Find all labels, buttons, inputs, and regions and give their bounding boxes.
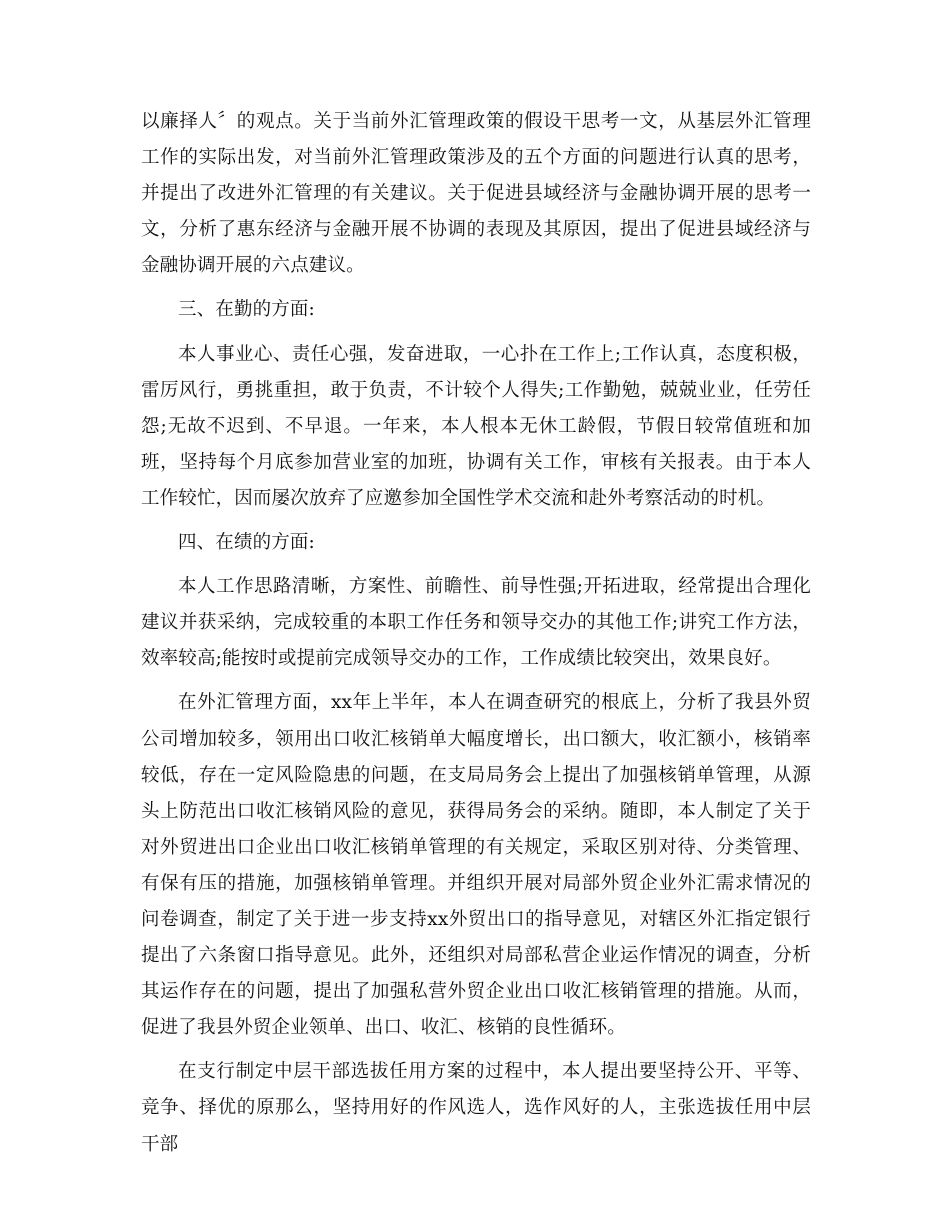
- paragraph-performance: 本人工作思路清晰，方案性、前瞻性、前导性强;开拓进取，经常提出合理化建议并获采纳，完成较重的本职工作任务和领导交办的其他工作;讲究工作方法，效率较高;能按时或提前完成领导交办的工作，工作成绩比较突出，效果良好。: [141, 576, 811, 670]
- paragraph-forex-management: 在外汇管理方面，xx年上半年，本人在调查研究的根底上，分析了我县外贸公司增加较多，领用出口收汇核销单大幅度增长，出口额大，收汇额小，核销率较低，存在一定风险隐患的问题，在支局局务会上提出了加强核销单管理，从源头上防范出口收汇核销风险的意见，获得局务会的采纳。随即，本人制定了关于对外贸进出口企业出口收汇核销单管理的有关规定，采取区别对待、分类管理、有保有压的措施，加强核销单管理。并组织开展对局部外贸企业外汇需求情况的问卷调查，制定了关于进一步支持xx外贸出口的指导意见，对辖区外汇指定银行提出了六条窗口指导意见。此外，还组织对局部私营企业运作情况的调查，分析其运作存在的问题，提出了加强私营外贸企业出口收汇核销管理的措施。从而，促进了我县外贸企业领单、出口、收汇、核销的良性循环。: [141, 692, 811, 1039]
- section-heading-performance: 四、在绩的方面:: [178, 532, 315, 554]
- paragraph-diligence: 本人事业心、责任心强，发奋进取，一心扑在工作上;工作认真，态度积极，雷厉风行，勇挑重担，敢于负责，不计较个人得失;工作勤勉，兢兢业业，任劳任怨;无故不迟到、不早退。一年来，本人根本无休工龄假，节假日较常值班和加班，坚持每个月底参加营业室的加班，协调有关工作，审核有关报表。由于本人工作较忙，因而屡次放弃了应邀参加全国性学术交流和赴外考察活动的时机。: [141, 343, 811, 509]
- paragraph-cadre-selection: 在支行制定中层干部选拔任用方案的过程中，本人提出要坚持公开、平等、竞争、择优的原那么，坚持用好的作风选人，选作风好的人，主张选拔任用中层干部: [141, 1061, 811, 1155]
- section-heading-diligence: 三、在勤的方面:: [178, 299, 315, 321]
- document-body: [141, 104, 811, 1163]
- paragraph-continuation: 以廉择人〞的观点。关于当前外汇管理政策的假设干思考一文，从基层外汇管理工作的实际出发，对当前外汇管理政策涉及的五个方面的问题进行认真的思考，并提出了改进外汇管理的有关建议。关于促进县域经济与金融协调开展的思考一文，分析了惠东经济与金融开展不协调的表现及其原因，提出了促进县域经济与金融协调开展的六点建议。: [141, 111, 811, 277]
